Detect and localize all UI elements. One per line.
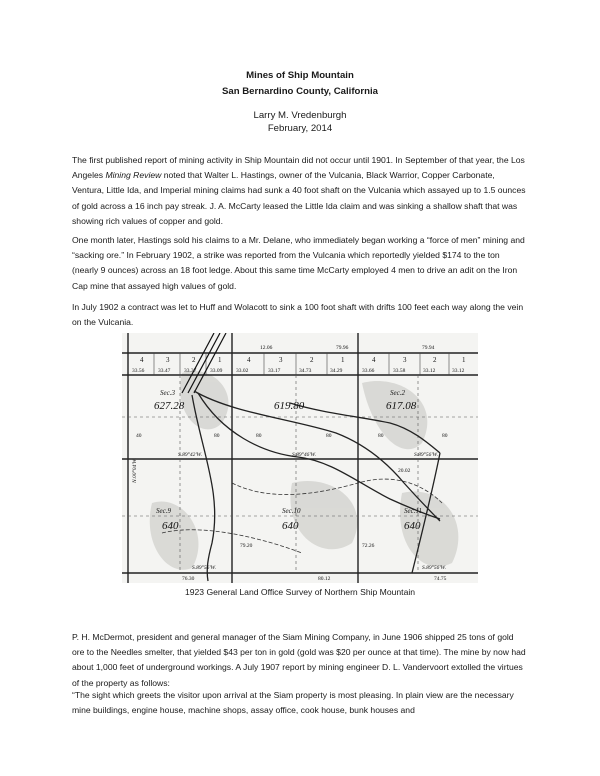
lot-acres: 33.56 <box>132 368 145 374</box>
acreage-label: 619.80 <box>274 400 305 412</box>
section-label: Sec.3 <box>160 389 175 397</box>
misc-label: 72.26 <box>362 543 375 549</box>
lot-number: 4 <box>372 356 376 364</box>
paragraph-3: In July 1902 a contract was let to Huff and Wolacott to sink a 100 foot shaft with drifts 100 feet each way along the vein on the Vulcania. <box>72 302 524 328</box>
section-label: Sec.11 <box>404 507 422 515</box>
paragraph-2: One month later, Hastings sold his claims to a Mr. Delane, who immediately began working a “force of men” mining and “sacking ore.” In February 1902, a strike was reported from the Vulcania which reportedly yielded $174 to the ton (nearly 9 ounces) across an 18 foot ledge. About this same time McCarty employed 4 men to drive an adit on the Iron Cap mine that assayed high values of gold. <box>72 235 525 291</box>
document-date: February, 2014 <box>267 123 333 134</box>
paragraph-4: P. H. McDermot, president and general manager of the Siam Mining Company, in June 1906 shipped 25 tons of gold ore to the Needles smelter, that yielded $43 per ton in gold (gold was $20 per ounce at that time). The mine by now had about 1,000 feet of underground workings. A July 1907 report by mining engineer D. L. Vandervoort extolled the virtues of the property as follows: <box>72 632 526 688</box>
bearing-label: S.89°56'W. <box>414 452 438 458</box>
lot-acres: 33.09 <box>210 368 223 374</box>
lot-acres: 33.66 <box>362 368 375 374</box>
lot-acres: 33.02 <box>236 368 249 374</box>
acreage-label: 640 <box>404 520 421 532</box>
acreage-label: 640 <box>162 520 179 532</box>
misc-label: 79.96 <box>336 345 349 351</box>
lot-number: 4 <box>140 356 144 364</box>
lot-number: 2 <box>192 356 196 364</box>
map-caption: 1923 General Land Office Survey of Northern Ship Mountain <box>184 587 416 597</box>
misc-label: 74.75 <box>434 576 447 582</box>
acreage-label: 627.28 <box>154 400 185 412</box>
lot-number: 1 <box>218 356 222 364</box>
lot-acres: 33.37 <box>184 368 197 374</box>
misc-label: 79.20 <box>240 543 253 549</box>
lot-number: 4 <box>247 356 251 364</box>
bearing-label: S.89°46'W. <box>292 452 316 458</box>
acreage-label: 640 <box>282 520 299 532</box>
misc-label: 20.02 <box>398 468 411 474</box>
lot-number: 1 <box>462 356 466 364</box>
section-label: Sec.9 <box>156 507 171 515</box>
bearing-label: S.89°56'W. <box>192 565 216 571</box>
bearing-label: S.89°42'W. <box>178 452 202 458</box>
section-label: Sec.10 <box>282 507 301 515</box>
lot-number: 1 <box>341 356 345 364</box>
misc-label: 80 <box>214 433 220 439</box>
misc-label: 40 <box>136 433 142 439</box>
publication-name: Mining Review <box>105 170 162 181</box>
misc-label: 76.30 <box>182 576 195 582</box>
bearing-label: S.89°56'W. <box>422 565 446 571</box>
acreage-label: 617.08 <box>386 400 417 412</box>
paragraph-1 <box>72 153 528 229</box>
misc-label: 80 <box>442 433 448 439</box>
lot-acres: 33.12 <box>452 368 465 374</box>
lot-number: 2 <box>433 356 437 364</box>
lot-acres: 33.47 <box>158 368 171 374</box>
misc-label: 80 <box>378 433 384 439</box>
paragraph-5: “The sight which greets the visitor upon arrival at the Siam property is most pleasing. In plain view are the necessary mine buildings, engine house, machine shops, assay office, cook house, bunk houses and <box>72 690 514 716</box>
lot-acres: 34.73 <box>299 368 312 374</box>
document-subtitle: San Bernardino County, California <box>221 86 378 97</box>
document-author: Larry M. Vredenburgh <box>253 110 347 121</box>
lot-acres: 33.17 <box>268 368 281 374</box>
section-label: Sec.2 <box>390 389 405 397</box>
document-title: Mines of Ship Mountain <box>246 70 354 81</box>
lot-number: 3 <box>279 356 283 364</box>
paragraph-1-end: noted that Walter L. Hastings, owner of the Vulcania, Black Warrior, Copper Carbonate, Ventura, Little Ida, and Imperial mining claims had sunk a 40 foot shaft on the Vulcania which assayed up to 1.5 ounces of gold across a 16 inch pay streak. J. A. McCarty leased the Little Ida claim and was sinking a shallow shaft that was showing rich values of copper and gold. <box>72 170 526 226</box>
survey-map-svg <box>122 333 478 583</box>
misc-label: 79.94 <box>422 345 435 351</box>
paragraph-1-start: The first published report of mining activity in Ship Mountain did not occur until 1901. In September of that year, the Los Angeles <box>72 155 525 181</box>
lot-number: 2 <box>310 356 314 364</box>
lot-number: 3 <box>403 356 407 364</box>
lot-acres: 33.12 <box>423 368 436 374</box>
lot-acres: 34.29 <box>330 368 343 374</box>
lot-acres: 33.58 <box>393 368 406 374</box>
misc-label: 80 <box>326 433 332 439</box>
lot-number: 3 <box>166 356 170 364</box>
misc-label: 12.06 <box>260 345 273 351</box>
misc-label: 80 <box>256 433 262 439</box>
misc-label: 80.12 <box>318 576 331 582</box>
survey-map <box>122 333 478 583</box>
north-bearing-label: N.00°04'W. <box>132 458 138 483</box>
